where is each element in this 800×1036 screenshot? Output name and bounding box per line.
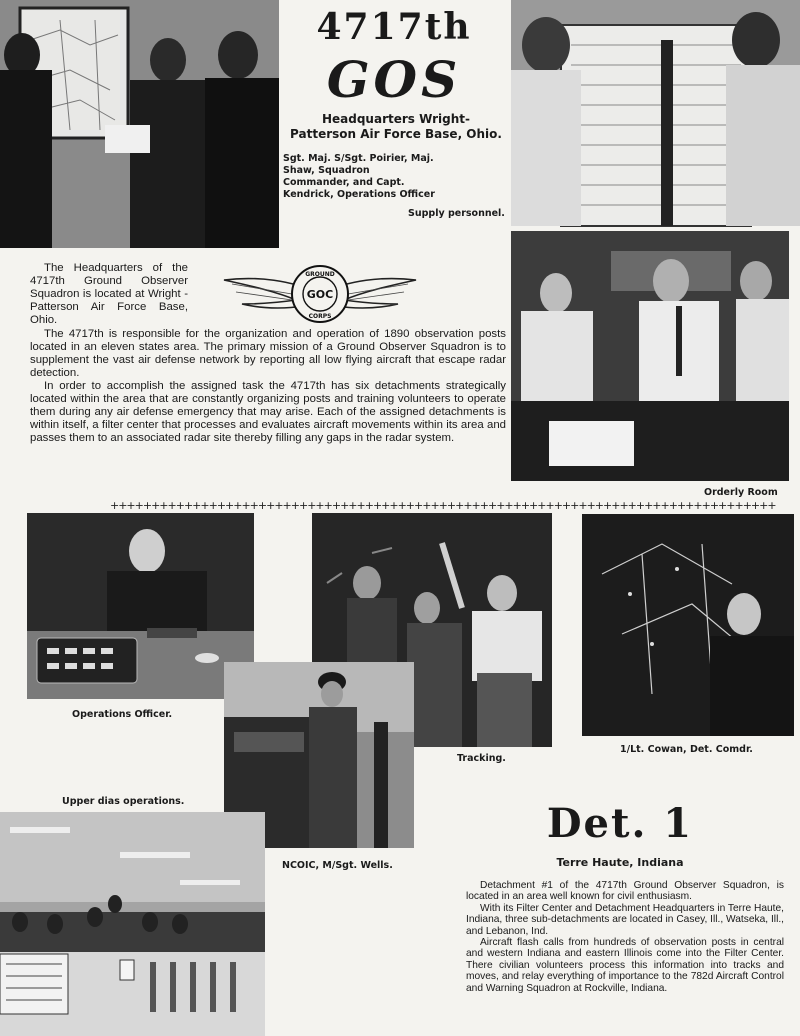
emblem-center-text: GOC xyxy=(306,288,334,301)
photo-upper-dias-operations xyxy=(0,812,265,1036)
emblem-bottom-text: CORPS xyxy=(308,313,332,320)
intro-paragraph-1: The Headquarters of the 4717th Ground Observer Squadron is located at Wright - Patterson Air Force Base, Ohio. xyxy=(30,262,188,326)
photo-orderly-room xyxy=(511,231,789,481)
intro-main-text xyxy=(30,328,506,445)
squadron-number: 4717th xyxy=(316,6,472,48)
photo-map-presentation xyxy=(0,0,279,248)
detachment-paragraph-3: Aircraft flash calls from hundreds of observation posts in central and western Indiana and eastern Illinois come into the Filter Center. There civilian volunteers process this information into tracks and moves, and relay everything of importance to the 782d Aircraft Control and Warning Squadron at Rockville, Indiana. xyxy=(466,937,784,994)
intro-first-paragraph xyxy=(30,262,188,327)
caption-orderly-room: Orderly Room xyxy=(704,487,778,498)
squadron-abbreviation: GOS xyxy=(326,50,462,109)
caption-tracking: Tracking. xyxy=(457,753,506,764)
photo-supply-personnel xyxy=(511,0,800,226)
detachment-text xyxy=(466,880,784,994)
intro-paragraph-3: In order to accomplish the assigned task the 4717th has six detachments strategically located within the area that are constantly organizing posts and training volunteers to operate them during any air defense emergency that may arise. Each of the assigned detachments is within itself, a filter center that processes and evaluates aircraft movements within its area and passes them to an associated radar site thereby filling any gaps in the radar system. xyxy=(30,380,506,444)
detachment-title: Det. 1 xyxy=(546,800,694,847)
goc-wings-emblem xyxy=(222,262,418,326)
caption-ncoic-wells: NCOIC, M/Sgt. Wells. xyxy=(282,860,393,871)
caption-upper-dias: Upper dias operations. xyxy=(62,796,185,807)
section-divider: +++++++++++++++++++++++++++++++++++++++++++++++++++++++++++++++++++++++++++++++++ xyxy=(110,499,776,512)
photo-operations-officer xyxy=(27,513,254,699)
intro-paragraph-2: The 4717th is responsible for the organization and operation of 1890 observation posts located in an eleven states area. The primary mission of a Ground Observer Squadron is to supplement the vast air defense network by reporting all low flying aircraft that escape radar detection. xyxy=(30,328,506,379)
caption-top-left: Sgt. Maj. S/Sgt. Poirier, Maj. Shaw, Squadron Commander, and Capt. Kendrick, Operations Officer xyxy=(283,153,435,200)
caption-operations-officer: Operations Officer. xyxy=(72,709,173,720)
detachment-paragraph-2: With its Filter Center and Detachment Headquarters in Terre Haute, Indiana, three sub-detachments are located in Casey, Ill., Watseka, Ill., and Lebanon, Ind. xyxy=(466,902,784,937)
emblem-top-text: GROUND xyxy=(305,271,335,278)
photo-lt-cowan xyxy=(582,514,794,736)
caption-lt-cowan: 1/Lt. Cowan, Det. Comdr. xyxy=(620,744,753,755)
headquarters-heading: Headquarters Wright-Patterson Air Force Base, Ohio. xyxy=(290,112,502,141)
detachment-place: Terre Haute, Indiana xyxy=(556,856,684,869)
detachment-paragraph-1: Detachment #1 of the 4717th Ground Observer Squadron, is located in an area well known for civil enthusiasm. xyxy=(466,880,784,903)
caption-supply: Supply personnel. xyxy=(408,208,505,219)
